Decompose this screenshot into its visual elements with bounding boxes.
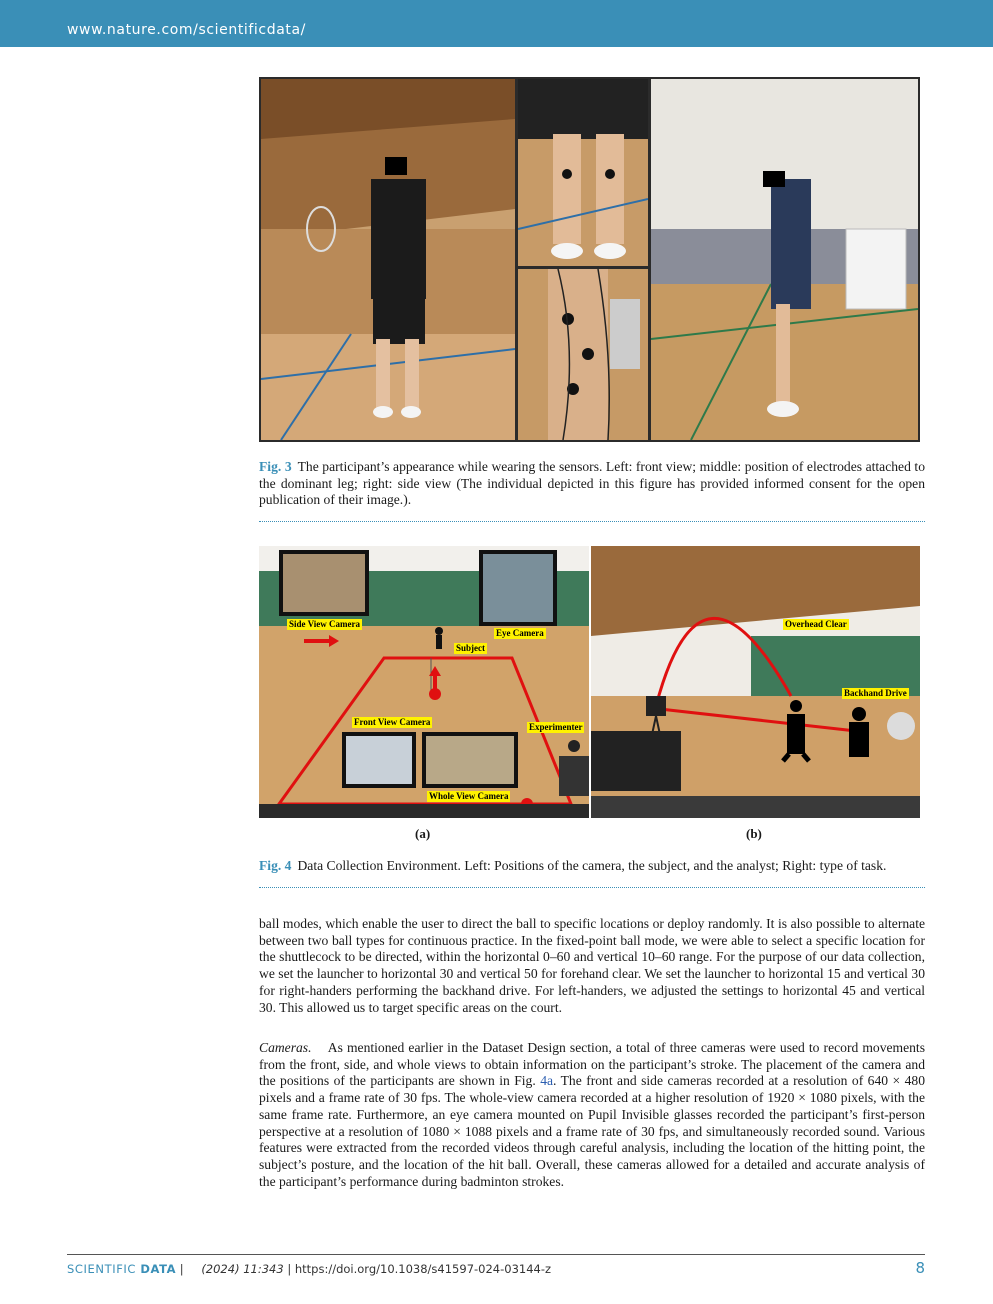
figure-4b-image (591, 546, 920, 818)
figure-3-caption-text: The participant’s appearance while wearing the sensors. Left: front view; middle: position of electrodes attached to the dominant leg; right: side view (The individual depicted in this figure has provided informed consent for the open publication of their image.). (259, 459, 925, 508)
whole-view-camera-label: Whole View Camera (429, 791, 509, 801)
figure-4a-link[interactable]: 4a (540, 1073, 554, 1089)
experimenter-label: Experimenter (529, 722, 583, 732)
electrode-leg-photo-lower (518, 269, 648, 440)
subject-label: Subject (456, 643, 485, 653)
journal-name (67, 1262, 176, 1276)
page-number: 8 (915, 1259, 925, 1277)
panel-b-label: (b) (746, 826, 762, 841)
overhead-clear-label: Overhead Clear (785, 619, 847, 629)
journal-header-bar (0, 0, 993, 47)
front-view-photo (261, 79, 515, 440)
cameras-heading: Cameras. (259, 1040, 312, 1055)
footer-citation: (2024) 11:343 (201, 1262, 284, 1276)
paragraph-cameras-part-1: As mentioned earlier in the Dataset Design section, a total of three cameras were used to record movements from the front, side, and whole views to obtain information on the participant’s stroke. The placement of the camera and the positions of the participants are shown in Fig. (259, 1040, 926, 1089)
figure-3-divider (259, 521, 925, 522)
body-paragraph-2 (259, 1040, 925, 1190)
panel-a-label: (a) (415, 826, 431, 841)
figure-4-caption (259, 858, 925, 875)
front-view-camera-label: Front View Camera (354, 717, 431, 727)
journal-url[interactable]: www.nature.com/scientificdata/ (67, 22, 306, 38)
electrode-leg-photo-upper (518, 79, 648, 266)
figure-3-image (259, 77, 920, 442)
side-view-photo (651, 79, 918, 440)
paragraph-launcher-settings: ball modes, which enable the user to direct the ball to specific locations or deploy randomly. It is also possible to alternate between two ball types for continuous practice. In the fixed-point ball mode, we were able to select a specific location for the shuttlecock to be directed, within the horizontal 0–60 and vertical 10–60 range. For the purpose of our data collection, we set the launcher to horizontal 30 and vertical 50 for forehand clear. We set the launcher to horizontal 15 and vertical 30 for right-handers performing the backhand drive. For left-handers, we adjusted the settings to horizontal 45 and vertical 30. This allowed us to target specific areas on the court. (259, 916, 925, 1015)
journal-name-bold: DATA (140, 1262, 177, 1276)
figure-4a-image (259, 546, 589, 818)
backhand-drive-label: Backhand Drive (844, 688, 907, 698)
figure-4-label: Fig. 4 (259, 858, 292, 873)
figure-4-caption-text: Data Collection Environment. Left: Positions of the camera, the subject, and the analyst; Right: type of task. (297, 858, 887, 873)
footer-rule (67, 1254, 925, 1255)
figure-4-divider (259, 887, 925, 888)
footer-doi[interactable]: | https://doi.org/10.1038/s41597-024-03144-z (287, 1262, 552, 1276)
page-footer (67, 1259, 925, 1277)
journal-name-light: SCIENTIFIC (67, 1262, 137, 1276)
figure-3-caption (259, 459, 925, 509)
body-paragraph-1 (259, 916, 925, 1016)
side-view-camera-label: Side View Camera (289, 619, 360, 629)
paragraph-cameras-part-2: . The front and side cameras recorded at a resolution of 640 × 480 pixels and a frame rate of 30 fps. The whole-view camera recorded at a higher resolution of 1920 × 1080 pixels, with the same frame rate. Furthermore, an eye camera mounted on Pupil Invisible glasses recorded the participant’s first-person perspective at a resolution of 1080 × 1088 pixels and a frame rate of 30 fps, and simultaneously recorded sound. Various features were extracted from the recorded videos through careful analysis, including the location of the hitting point, the subject’s posture, and the location of the hit ball. Overall, these cameras allowed for a detailed and accurate analysis of the participant’s performance during badminton strokes. (259, 1073, 925, 1189)
footer-separator: | (179, 1262, 184, 1276)
eye-camera-label: Eye Camera (496, 628, 544, 638)
figure-3-label: Fig. 3 (259, 459, 292, 474)
